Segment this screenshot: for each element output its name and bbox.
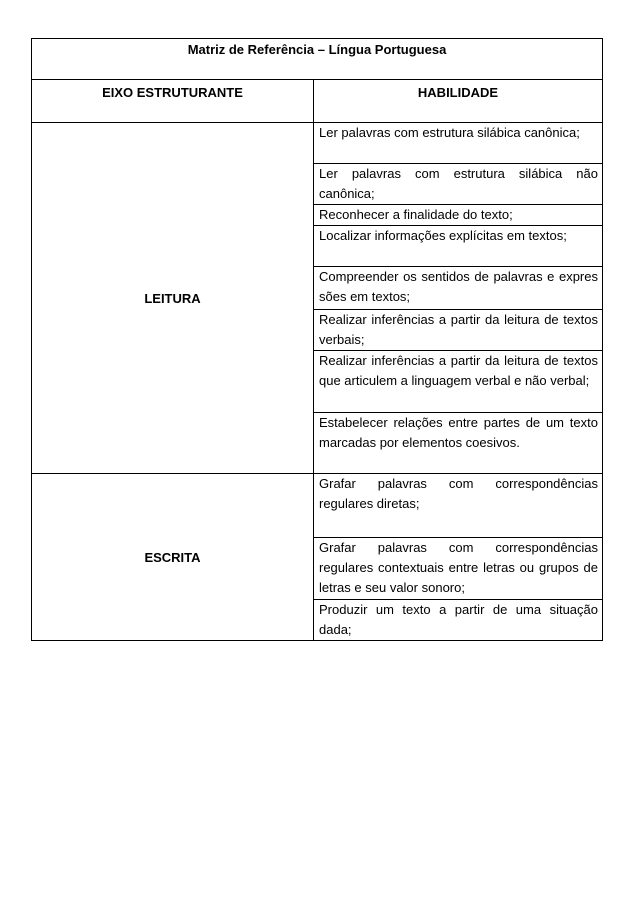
header-habilidade <box>314 80 603 123</box>
habilidade-cell: Produzir um texto a partir de uma situação dada; <box>314 600 603 641</box>
header-row <box>32 80 603 123</box>
habilidade-cell: Grafar palavras com correspondências regulares contextuais entre letras ou grupos de letras e seu valor sonoro; <box>314 538 603 600</box>
header-eixo-text: EIXO ESTRUTURANTE <box>102 85 243 100</box>
reference-matrix-table <box>31 38 603 641</box>
habilidade-cell: Realizar inferências a partir da leitura de textos verbais; <box>314 310 603 351</box>
habilidade-cell: Compreender os sentidos de palavras e expres sões em textos; <box>314 267 603 310</box>
header-eixo <box>32 80 314 123</box>
habilidade-cell: Realizar inferências a partir da leitura de textos que articulem a linguagem verbal e não verbal; <box>314 351 603 413</box>
table-row <box>32 474 603 538</box>
eixo-escrita: ESCRITA <box>32 474 314 641</box>
table-title <box>32 39 603 80</box>
habilidade-cell: Ler palavras com estrutura silábica não canônica; <box>314 164 603 205</box>
table-row <box>32 123 603 164</box>
habilidade-cell: Ler palavras com estrutura silábica canônica; <box>314 123 603 164</box>
table-title-text: Matriz de Referência – Língua Portuguesa <box>187 42 447 57</box>
habilidade-cell: Estabelecer relações entre partes de um texto marcadas por elementos coesivos. <box>314 413 603 474</box>
eixo-leitura: LEITURA <box>32 123 314 474</box>
habilidade-cell: Reconhecer a finalidade do texto; <box>314 205 603 226</box>
habilidade-cell: Grafar palavras com correspondências regulares diretas; <box>314 474 603 538</box>
habilidade-cell: Localizar informações explícitas em textos; <box>314 226 603 267</box>
header-habilidade-text: HABILIDADE <box>417 85 499 100</box>
